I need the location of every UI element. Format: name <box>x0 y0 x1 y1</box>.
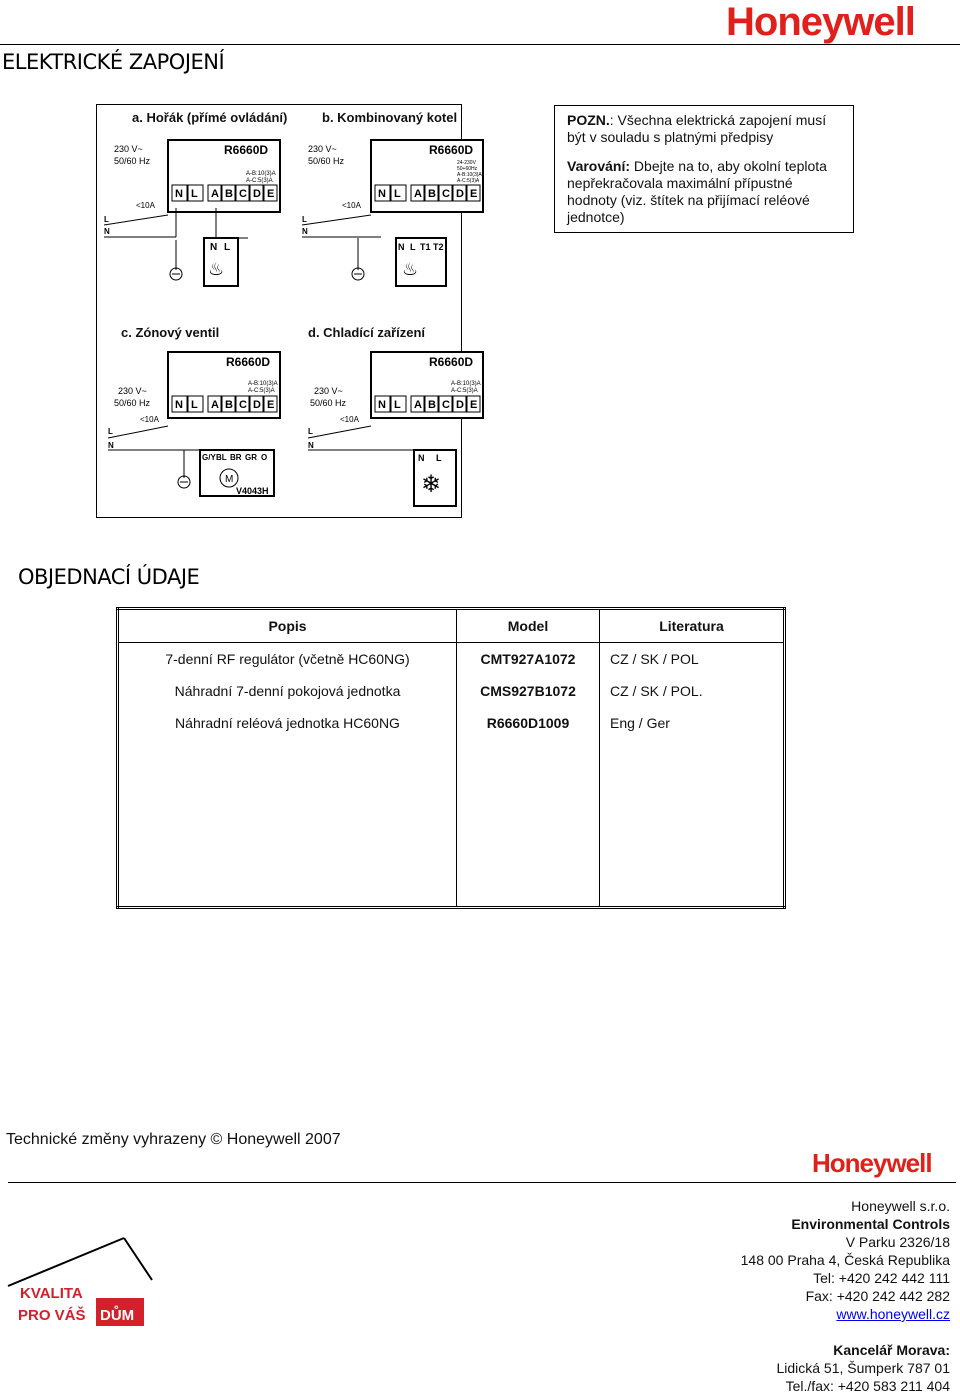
fax: Fax: +420 242 442 282 <box>805 1288 950 1304</box>
terminal-label: L <box>394 399 401 411</box>
table-row <box>118 643 785 676</box>
pozn-text: : Všechna elektrická zapojení musí být v souladu s platnými předpisy <box>567 112 827 145</box>
neutral-b: N <box>302 227 308 236</box>
terminal-label: D <box>456 399 464 411</box>
wiring-diagrams-svg <box>96 130 482 515</box>
fuse-d: <10A <box>340 415 359 424</box>
boiler-terminal-1: L <box>410 242 416 252</box>
rating-ab-d: A-B:10(3)A <box>451 381 481 387</box>
valve-wire-3: GR <box>245 453 257 462</box>
valve-wire-2: BR <box>230 453 242 462</box>
terminal-label: B <box>225 188 233 200</box>
relay-model-label: R6660D <box>224 143 269 157</box>
city-address: 148 00 Praha 4, Česká Republika <box>740 1252 950 1268</box>
terminal-label: B <box>428 188 436 200</box>
honeywell-logo: Honeywell <box>726 0 915 44</box>
warning-text: Dbejte na to, aby okolní teplota nepřekračovala maximální přípustné hodnoty (viz. štítek na přijímací reléové jednotce) <box>567 158 827 225</box>
terminal-label: B <box>428 399 436 411</box>
street-address: V Parku 2326/18 <box>845 1234 950 1250</box>
boiler-terminal-0: N <box>398 242 405 252</box>
cooling-n: N <box>418 453 425 463</box>
terminal-label: C <box>442 399 450 411</box>
valve-wire-4: O <box>261 453 268 462</box>
terminal-strip-d <box>375 396 480 412</box>
boiler-rating-1: 50+60Hz <box>457 166 478 172</box>
valve-wire-1: BL <box>216 453 227 462</box>
warning-label: Varování: <box>567 158 631 174</box>
flame-icon: ♨ <box>208 259 225 279</box>
office-label: Kancelář Morava: <box>833 1342 950 1358</box>
row-description: Náhradní reléová jednotka HC60NG <box>118 707 457 739</box>
terminal-label: L <box>191 188 198 200</box>
boiler-rating-3: A-C:5(3)A <box>457 178 480 184</box>
header-rule <box>0 44 960 45</box>
line-d: L <box>308 427 313 436</box>
valve-model: V4043H <box>236 486 269 496</box>
relay-model-label-c: R6660D <box>226 355 271 369</box>
line-c: L <box>108 427 113 436</box>
terminal-label: C <box>239 399 247 411</box>
terminal-label: C <box>239 188 247 200</box>
terminal-label: N <box>175 188 183 200</box>
earth-icon-a <box>170 240 182 280</box>
terminal-label: A <box>414 188 422 200</box>
order-table-header <box>118 609 785 643</box>
col-header-popis: Popis <box>118 609 457 643</box>
boiler-terminal-2: T1 <box>420 242 431 252</box>
terminal-label: A <box>211 399 219 411</box>
terminal-label: D <box>253 188 261 200</box>
rating-ab: A-B:10(3)A <box>246 171 276 177</box>
table-row <box>118 707 785 739</box>
supply-voltage-c: 230 V~ <box>118 386 147 396</box>
diagram-a <box>168 140 280 212</box>
valve-motor: M <box>225 474 234 485</box>
footer-rule <box>8 1182 956 1183</box>
terminal-label: A <box>414 399 422 411</box>
earth-icon-b <box>352 238 364 280</box>
order-section-title: OBJEDNACÍ ÚDAJE <box>18 565 200 589</box>
badge-line2b: DŮM <box>100 1307 135 1324</box>
rating-ac-d: A-C:5(3)A <box>451 388 478 394</box>
badge-line2a: PRO VÁŠ <box>18 1307 86 1324</box>
supply-freq-c: 50/60 Hz <box>114 398 151 408</box>
relay-model-label-d: R6660D <box>429 355 474 369</box>
terminal-strip-c <box>172 396 277 412</box>
rating-ac-c: A-C:5(3)A <box>248 388 275 394</box>
company-name: Honeywell s.r.o. <box>851 1198 950 1214</box>
svg-text:L: L <box>224 242 231 253</box>
boiler-terminal-3: T2 <box>433 242 444 252</box>
badge-line1: KVALITA <box>20 1285 83 1302</box>
cooling-l: L <box>436 453 442 463</box>
neutral-a: N <box>104 227 110 236</box>
phone: Tel: +420 242 442 111 <box>813 1270 950 1286</box>
terminal-label: C <box>442 188 450 200</box>
terminal-strip <box>172 185 277 201</box>
diagram-b-label: b. Kombinovaný kotel <box>322 110 458 125</box>
boiler-flame-icon: ♨ <box>402 259 419 279</box>
terminal-label: E <box>267 399 275 411</box>
rating-ac: A-C:5(3)A <box>246 178 273 184</box>
wiring-note <box>554 105 854 233</box>
terminal-label: D <box>456 188 464 200</box>
row-model: CMT927A1072 <box>457 643 600 676</box>
diagram-c <box>168 352 280 418</box>
row-literature: CZ / SK / POL. <box>610 683 703 699</box>
supply-voltage-b: 230 V~ <box>308 144 337 154</box>
office-address: Lidická 51, Šumperk 787 01 <box>776 1360 950 1376</box>
terminal-label: N <box>175 399 183 411</box>
terminal-label: D <box>253 399 261 411</box>
neutral-c: N <box>108 441 114 450</box>
terminal-strip-b <box>375 185 480 201</box>
diagram-b <box>371 140 483 212</box>
office-phone: Tel./fax: +420 583 211 404 <box>785 1378 950 1394</box>
terminal-label: A <box>211 188 219 200</box>
order-table <box>116 607 786 909</box>
line-b: L <box>302 215 307 224</box>
snowflake-icon: ❄ <box>421 471 442 498</box>
diagram-d <box>371 352 483 418</box>
row-description: Náhradní 7-denní pokojová jednotka <box>118 675 457 707</box>
col-header-model: Model <box>457 609 600 643</box>
quality-badge-logo <box>6 1236 156 1334</box>
fuse-b: <10A <box>342 201 361 210</box>
valve-wire-0: G/Y <box>202 453 216 462</box>
supply-freq-a: 50/60 Hz <box>114 156 151 166</box>
table-filler-row <box>118 739 785 908</box>
boiler-rating-0: 24-230V <box>457 160 476 166</box>
row-description: 7-denní RF regulátor (včetně HC60NG) <box>118 643 457 676</box>
website-link[interactable]: www.honeywell.cz <box>836 1306 950 1322</box>
terminal-label: L <box>394 188 401 200</box>
diagram-c-label: c. Zónový ventil <box>121 325 220 340</box>
terminal-label: E <box>470 188 478 200</box>
row-model: R6660D1009 <box>457 707 600 739</box>
neutral-d: N <box>308 441 314 450</box>
supply-freq-b: 50/60 Hz <box>308 156 345 166</box>
diagram-a-label: a. Hořák (přímé ovládání) <box>132 110 288 125</box>
terminal-label: L <box>191 399 198 411</box>
supply-voltage-a: 230 V~ <box>114 144 143 154</box>
diagram-d-label: d. Chladící zařízení <box>308 325 426 340</box>
rating-ab-c: A-B:10(3)A <box>248 381 278 387</box>
line-a: L <box>104 215 109 224</box>
terminal-label: N <box>378 188 386 200</box>
terminal-label: N <box>378 399 386 411</box>
table-row <box>118 675 785 707</box>
col-header-literatura: Literatura <box>600 609 785 643</box>
row-model: CMS927B1072 <box>457 675 600 707</box>
pozn-label: POZN. <box>567 112 610 128</box>
footer-honeywell-logo: Honeywell <box>812 1148 932 1178</box>
supply-voltage-d: 230 V~ <box>314 386 343 396</box>
contact-block <box>741 1197 950 1395</box>
copyright-notice: Technické změny vyhrazeny © Honeywell 2007 <box>6 1131 341 1148</box>
page-title: ELEKTRICKÉ ZAPOJENÍ <box>2 50 225 74</box>
svg-text:N: N <box>210 242 218 253</box>
fuse-a: <10A <box>136 201 155 210</box>
relay-model-label-b: R6660D <box>429 143 474 157</box>
supply-freq-d: 50/60 Hz <box>310 398 347 408</box>
terminal-label: E <box>267 188 275 200</box>
earth-icon-c <box>178 450 190 488</box>
terminal-label: B <box>225 399 233 411</box>
row-literature: Eng / Ger <box>610 715 670 731</box>
fuse-c: <10A <box>140 415 159 424</box>
row-literature: CZ / SK / POL <box>610 651 699 667</box>
boiler-rating-2: A-B:10(3)A <box>457 172 482 178</box>
division-name: Environmental Controls <box>791 1216 950 1232</box>
terminal-label: E <box>470 399 478 411</box>
